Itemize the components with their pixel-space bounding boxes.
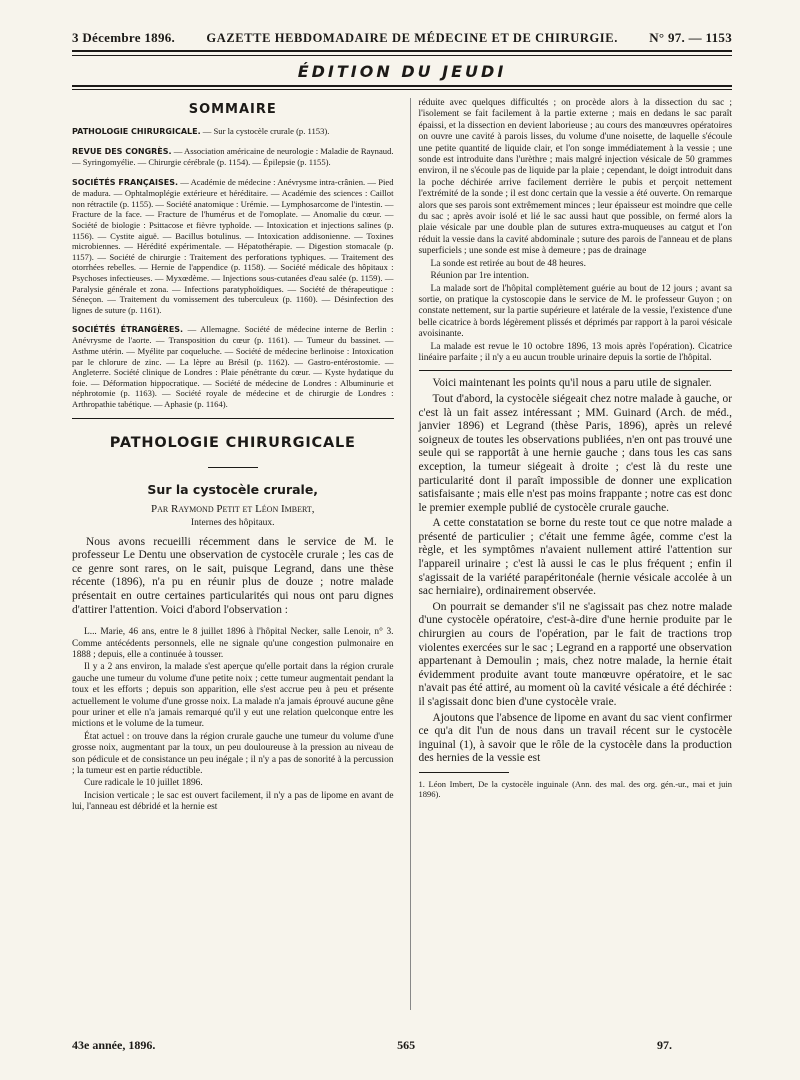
section-title: PATHOLOGIE CHIRURGICALE (109, 434, 356, 451)
edition-label: ÉDITION DU JEUDI (297, 62, 507, 81)
sommaire-divider (72, 418, 394, 419)
discussion-paragraph: Ajoutons que l'absence de lipome en avant du sac vient confirmer ce qu'a dit l'un de nous dans un travail récent sur le cystocèle inguinal (1), à savoir que le rôle de la cystocèle dans la production des hernies de la vessie est (418, 711, 732, 765)
edition-rule (72, 85, 732, 90)
issue-date: 3 Décembre 1896. (72, 30, 176, 45)
footnote-rule (419, 772, 509, 773)
sommaire-entry (72, 177, 394, 316)
section-rule (208, 467, 258, 468)
observation-paragraph: État actuel : on trouve dans la région crurale gauche une tumeur du volume d'une grosse noix, augmentant par la toux, un peu douloureuse à la pression au niveau de son pédicule et de consistance un peu inégale ; il n'y a pas de sonorité à la percussion ; la tumeur est en partie réductible. (72, 731, 394, 777)
observation-paragraph: réduite avec quelques difficultés ; on procède alors à la dissection du sac ; l'isolement se fait facilement à la partie externe ; mais en dedans le sac paraît épaissi, et la dissection en devient laborieuse ; au cours des manœuvres opératoires on ouvre une cavité à parois lisses, du volume d'une noisette, de laquelle s'écoule une petite quantité de liquide clair, et l'on songe immédiatement à la vessie ; une sonde est introduite dans l'urèthre ; mais malgré injection vésicale de 50 grammes environ, il ne s'écoule pas de liquide par la plaie ; cependant, le doigt introduit dans la poche déchirée arrive facilement derrière le pubis et perçoit nettement l'extrémité de la sonde ; il est donc certain que la vessie a été ouverte. On remarque alors que ses parois sont extrêmement minces ; leur épaisseur est moindre que celle du sac ; après avoir isolé et lié le sac aussi haut que possible, on fermé alors la plaie vésicale par une double plan de sutures extra-muqueuses au catgut et l'on réduit la vessie dans la cavité abdominale ; suture des parois de l'anneau et de plans superficiels ; une sonde est mise à demeure ; pas de drainage (418, 98, 732, 257)
observation-paragraph: Réunion par 1re intention. (430, 271, 529, 282)
left-column (72, 98, 394, 1010)
right-column (410, 98, 733, 1010)
spacer (72, 619, 394, 627)
sommaire-title: SOMMAIRE (188, 102, 277, 117)
footnote: 1. Léon Imbert, De la cystocèle inguinale (Ann. des mal. des org. gén.-ur., mai et juin 1896). (418, 778, 732, 799)
sommaire-entry-head: REVUE DES CONGRÈS. (72, 146, 172, 156)
journal-title: GAZETTE HEBDOMADAIRE DE MÉDECINE ET DE CHIRURGIE. (206, 31, 618, 45)
article-title: Sur la cystocèle crurale, (147, 481, 319, 497)
issue-number: N° 97. — 1153 (649, 30, 732, 45)
sommaire-entry (72, 126, 394, 138)
sommaire-entry-head: SOCIÉTÉS FRANÇAISES. (72, 177, 179, 187)
discussion-paragraph: A cette constatation se borne du reste tout ce que notre malade a présenté de particulier ; c'était une femme âgée, comme c'est la règle, et les symptômes n'avaient nullement attiré l'attention sur l'appareil urinaire ; c'est là aussi le cas le plus fréquent ; enfin il s'agissait de la variété parapéritonéale (hernie vésicale accolée à un sac herniaire), ordinairement observée. (418, 517, 732, 598)
observation-paragraph: Cure radicale le 10 juillet 1896. (84, 778, 203, 789)
sommaire-entry-head: PATHOLOGIE CHIRURGICALE. (72, 126, 201, 136)
article-affiliation: Internes des hôpitaux. (190, 517, 275, 528)
discussion-paragraph: Voici maintenant les points qu'il nous a paru utile de signaler. (432, 377, 712, 390)
observation-paragraph: Incision verticale ; le sac est ouvert facilement, il n'y a pas de lipome en avant de lui, l'anneau est débridé et la hernie est (72, 790, 394, 813)
observation-paragraph: L... Marie, 46 ans, entre le 8 juillet 1896 à l'hôpital Necker, salle Lenoir, n° 3. Comme antécédents personnels, elle ne signale qu'une congestion pulmonaire en 1888 ; depuis, elle a continuée à tousser. (72, 627, 394, 660)
observation-paragraph: La malade est revue le 10 octobre 1896, 13 mois après l'opération). Cicatrice linéaire parfaite ; il n'y a eu aucun trouble urinaire depuis la sortie de l'hôpital. (418, 341, 732, 363)
discussion-paragraph: Tout d'abord, la cystocèle siégeait chez notre malade à gauche, or c'est là un fait assez intéressant ; MM. Guinard (Arch. de méd., janvier 1896) et Legrand (thèse Paris, 1896), après un relevé soigneux de toutes les observations publiées, n'en ont pas trouvé une seule qui se rapportât à une hernie gauche ; dans tous les cas sans exception, la tumeur siégeait à droite ; c'est là du reste une particularité dont il paraît impossible de donner une explication satisfaisante ; mais elle n'est pas moins frappante ; notre cas est donc le premier exemple publié de cystocèle crurale gauche. (418, 392, 732, 514)
footer-year: 43e année, 1896. (72, 1038, 156, 1052)
page (72, 30, 732, 1070)
discussion-paragraph: On pourrait se demander s'il ne s'agissait pas chez notre malade d'une cystocèle opératoire, c'est-à-dire d'une hernie produite par le chirurgien au cours de l'opération, par le fait de tractions trop violentes exercées sur le sac ; Legrand en a rapporté une observation appartenant à Demoulin ; mais, chez notre malade, la hernie était évidemment produite avant toute manœuvre opératoire, et le sac n'avait pas été attiré, au moment où la cavité vésicale a été déchirée : il s'agissait donc bien d'une cystocèle vraie. (418, 600, 732, 708)
footer-center-number: 565 (397, 1038, 416, 1052)
article-intro: Nous avons recueilli récemment dans le service de M. le professeur Le Dentu une observation de cystocèle crurale ; les cas de ce genre sont rares, on le sait, puisque Legrand, dans une thèse récente (1896), n'a pu en réunir plus de douze ; notre malade présentait en outre certaines particularités qui nous ont paru dignes d'attirer l'attention. Voici d'abord l'observation : (72, 535, 394, 616)
two-columns (72, 98, 732, 1010)
sommaire-entry (72, 146, 394, 168)
article-authors: Par Raymond Petit et Léon Imbert, (151, 502, 315, 515)
observation-paragraph: La sonde est retirée au bout de 48 heures. (430, 258, 586, 269)
header-rule (72, 52, 732, 56)
sommaire-entry-head: SOCIÉTÉS ÉTRANGÈRES. (72, 324, 184, 334)
observation-paragraph: Il y a 2 ans environ, la malade s'est aperçue qu'elle portait dans la région crurale gauche une tumeur du volume d'une petite noix ; cette tumeur augmentait pendant la toux et les efforts ; depuis son apparition, elle s'est accrue peu à peu et présente actuellement le volume d'une grosse noix. La malade n'a jamais éprouvé aucune gêne pour uriner et elle n'a jamais remarqué qu'il y eut une relation quelconque entre les mictions et le volume de la tumeur. (72, 662, 394, 730)
page-footer (72, 1038, 732, 1053)
sommaire-entry-text: — Sur la cystocèle crurale (p. 1153). (200, 125, 330, 136)
sommaire-entry-text: — Allemagne. Société de médecine interne de Berlin : Anévrysme de l'aorte. — Transposition du cœur (p. 1161). — Tumeur du bassinet. — Asthme utérin. — Myélite par coqueluche. — Société de médecine berlinoise : Intoxication par le chlorure de zinc. — La lèpre au Brésil (p. 1162). — Gastro-entérostomie. — Angleterre. Société clinique de Londres : Plaie pénétrante du cœur. — Kyste hydatique du foie. — Déformation hippocratique. — Société de médecine de Londres : Albuminurie et néphrotomie (p. 1163). — Société royale de médecine et de chirurgie de Londres : Arthropathie tabétique. — Aphasie (p. 1164). (72, 323, 394, 410)
observation-divider (419, 370, 733, 371)
observation-paragraph: La malade sort de l'hôpital complètement guérie au bout de 12 jours ; avant sa sortie, on pratique la cystoscopie dans le service de M. le professeur Guyon ; on constate nettement, sur la partie supérieure et latérale de la vessie, l'existence d'une belle cicatrice à bords légèrement plissés et déprimés par rapport à la paroi vésicale avoisinante. (418, 283, 732, 340)
sommaire-entry-text: — Académie de médecine : Anévrysme intra-crânien. — Pied de madura. — Ophtalmoplégie extérieure et héréditaire. — Académie des sciences : Caillot non rétractile (p. 1155). — Société anatomique : Urémie. — Lymphosarcome de l'intestin. — Fracture de la face. — Fracture de l'humérus et de l'omoplate. — Anomalie du cœur. — Société de biologie : Psittacose et fièvre typhoïde. — Intoxication et injections salines (p. 1156). — Cystite aiguë. — Bacillus botulinus. — Intoxication addisonienne. — Toxines microbiennes. — Hérédité expérimentale. — Hépatothérapie. — Digestion stomacale (p. 1157). — Société de chirurgie : Traitement des perforations typhiques. — Traitement des otorrhées rebelles. — Hernie de l'appendice (p. 1158). — Société médicale des hôpitaux : Psychoses infectieuses. — Myxœdème. — Injections sous-cutanées d'eau salée (p. 1159). — Paralysie générale et zona. — Infections paratyphoïdiques. — Société de thérapeutique : Séneçon. — Traitement du vomissement des tuberculeux (p. 1160). — Désinfection des lignes de suture (p. 1161). (72, 176, 394, 315)
running-head (72, 30, 732, 52)
footer-page-number: 97. (656, 1038, 672, 1052)
sommaire-entry (72, 324, 394, 410)
sommaire-entry-text: — Association américaine de neurologie : Maladie de Raynaud. — Syringomyélie. — Chirurgie cérébrale (p. 1154). — Épilepsie (p. 1155). (72, 145, 394, 168)
